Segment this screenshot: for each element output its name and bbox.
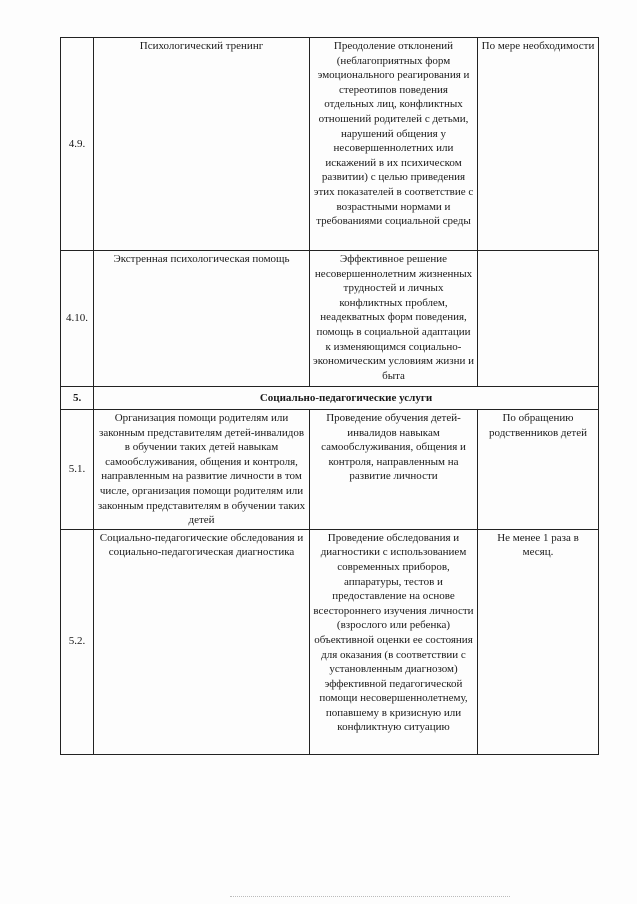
row-number: 5.2. — [61, 529, 94, 754]
service-name: Психологический тренинг — [94, 38, 310, 251]
services-table — [60, 37, 599, 755]
service-name: Социально-педагогические обследования и социально-педагогическая диагностика — [94, 529, 310, 754]
table-row — [61, 38, 599, 251]
row-number: 4.9. — [61, 38, 94, 251]
service-description: Преодоление отклонений (неблагоприятных форм эмоционального реагирования и стереотипов поведения отдельных лиц, конфликтных отношений родителей с детьми, нарушений общения у несовершеннолетних или искажений в их психическом развитии) с целью приведения этих показателей в соответствие с возрастными нормами и требованиями социальной среды — [310, 38, 478, 251]
table-row — [61, 251, 599, 387]
service-frequency: Не менее 1 раза в месяц. — [478, 529, 599, 754]
section-number: 5. — [61, 387, 94, 410]
row-number: 5.1. — [61, 410, 94, 530]
section-row — [61, 387, 599, 410]
section-title: Социально-педагогические услуги — [94, 387, 599, 410]
service-description: Эффективное решение несовершеннолетним жизненных трудностей и личных конфликтных проблем, неадекватных форм поведения, помощь в социальной адаптации к изменяющимся социально-экономическим условиям жизни и быта — [310, 251, 478, 387]
service-frequency: По мере необходимости — [478, 38, 599, 251]
service-frequency — [478, 251, 599, 387]
service-name: Организация помощи родителям или законным представителям детей-инвалидов в обучении таких детей навыкам самообслуживания, общения и контроля, направленным на развитие личности в том числе, организация помощи родителям или законным представителям в обучении таких детей — [94, 410, 310, 530]
service-name: Экстренная психологическая помощь — [94, 251, 310, 387]
table-row — [61, 410, 599, 530]
service-description: Проведение обучения детей-инвалидов навыкам самообслуживания, общения и контроля, направленным на развитие личности — [310, 410, 478, 530]
service-description: Проведение обследования и диагностики с использованием современных приборов, аппаратуры, тестов и предоставление на основе всестороннего изучения личности (взрослого или ребенка) объективной оценки ее состояния для оказания (в соответствии с установленным диагнозом) эффективной педагогической помощи несовершеннолетнему, попавшему в кризисную или конфликтную ситуацию — [310, 529, 478, 754]
service-frequency: По обращению родственников детей — [478, 410, 599, 530]
row-number: 4.10. — [61, 251, 94, 387]
table-row — [61, 529, 599, 754]
scan-edge-mark — [230, 896, 510, 900]
